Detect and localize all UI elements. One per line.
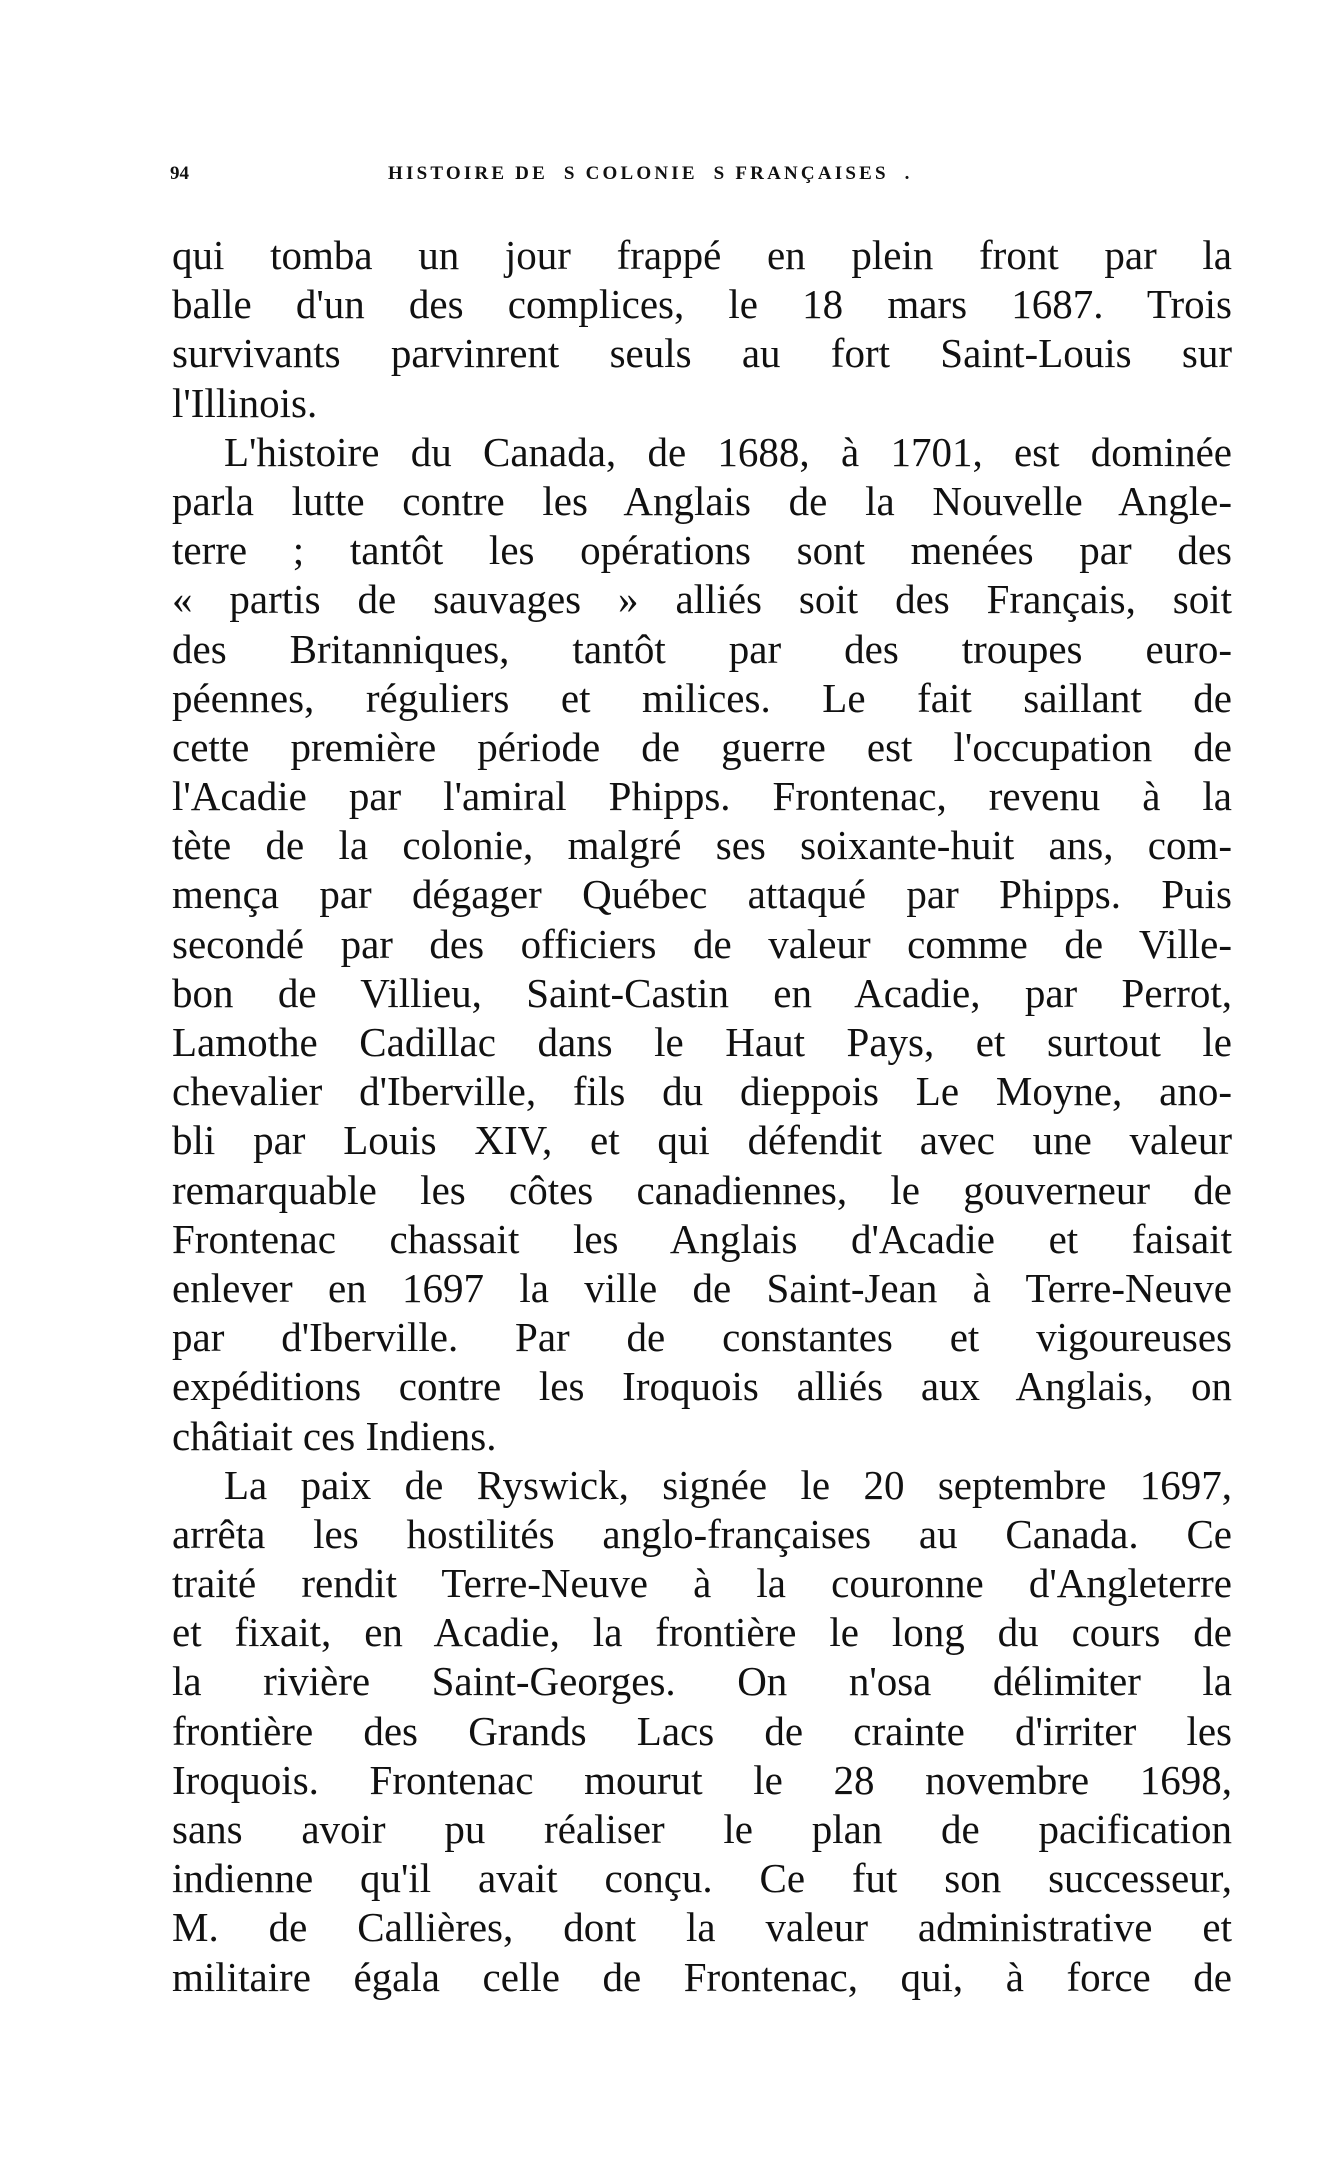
text-line: mença par dégager Québec attaqué par Phipps. Puis — [172, 871, 1232, 918]
body-text — [172, 231, 1232, 2002]
page-number: 94 — [170, 163, 189, 184]
text-line: et fixait, en Acadie, la frontière le long du cours de — [172, 1609, 1232, 1656]
text-line: l'Illinois. — [172, 379, 318, 426]
text-line: secondé par des officiers de valeur comme de Ville- — [172, 920, 1232, 967]
text-line: bon de Villieu, Saint-Castin en Acadie, par Perrot, — [172, 969, 1232, 1016]
text-line: Iroquois. Frontenac mourut le 28 novembre 1698, — [172, 1756, 1232, 1803]
text-line: parla lutte contre les Anglais de la Nouvelle Angle- — [172, 477, 1232, 524]
text-line: Frontenac chassait les Anglais d'Acadie et faisait — [172, 1215, 1232, 1262]
text-line: M. de Callières, dont la valeur administrative et — [172, 1904, 1232, 1951]
text-line: chevalier d'Iberville, fils du dieppois Le Moyne, ano- — [172, 1068, 1232, 1115]
text-line: balle d'un des complices, le 18 mars 1687. Trois — [172, 281, 1232, 328]
text-line: la rivière Saint-Georges. On n'osa délimiter la — [172, 1658, 1232, 1705]
text-line: militaire égala celle de Frontenac, qui, à force de — [172, 1953, 1232, 2000]
text-line: sans avoir pu réaliser le plan de pacification — [172, 1806, 1232, 1852]
paragraph-start-line: La paix de Ryswick, signée le 20 septembre 1697, — [224, 1461, 1232, 1508]
text-line: traité rendit Terre-Neuve à la couronne d'Angleterre — [172, 1560, 1232, 1607]
text-line: péennes, réguliers et milices. Le fait saillant de — [172, 674, 1232, 721]
running-title: HISTOIRE DE S COLONIE S FRANÇAISES . — [388, 163, 913, 184]
text-line: indienne qu'il avait conçu. Ce fut son successeur, — [172, 1855, 1232, 1902]
text-line: cette première période de guerre est l'occupation de — [172, 723, 1232, 770]
text-line: l'Acadie par l'amiral Phipps. Frontenac, revenu à la — [172, 773, 1232, 820]
text-line: des Britanniques, tantôt par des troupes euro- — [172, 625, 1232, 672]
text-line: terre ; tantôt les opérations sont menées par des — [172, 527, 1232, 574]
text-line: arrêta les hostilités anglo-françaises au Canada. Ce — [172, 1510, 1232, 1557]
text-line: châtiait ces Indiens. — [172, 1412, 497, 1459]
text-line: remarquable les côtes canadiennes, le gouverneur de — [172, 1166, 1232, 1213]
text-line: « partis de sauvages » alliés soit des Français, soit — [172, 576, 1232, 623]
paragraph-start-line: L'histoire du Canada, de 1688, à 1701, est dominée — [224, 428, 1232, 475]
text-line: par d'Iberville. Par de constantes et vigoureuses — [172, 1314, 1232, 1361]
text-line: expéditions contre les Iroquois alliés aux Anglais, on — [172, 1363, 1232, 1410]
text-line: frontière des Grands Lacs de crainte d'irriter les — [172, 1707, 1232, 1754]
text-line: survivants parvinrent seuls au fort Saint-Louis sur — [172, 330, 1232, 377]
text-line: qui tomba un jour frappé en plein front par la — [172, 232, 1232, 278]
text-line: enlever en 1697 la ville de Saint-Jean à Terre-Neuve — [172, 1264, 1232, 1311]
text-line: tète de la colonie, malgré ses soixante-huit ans, com- — [172, 822, 1232, 869]
text-line: Lamothe Cadillac dans le Haut Pays, et surtout le — [172, 1019, 1232, 1065]
running-head — [170, 163, 1230, 193]
text-line: bli par Louis XIV, et qui défendit avec une valeur — [172, 1117, 1232, 1164]
